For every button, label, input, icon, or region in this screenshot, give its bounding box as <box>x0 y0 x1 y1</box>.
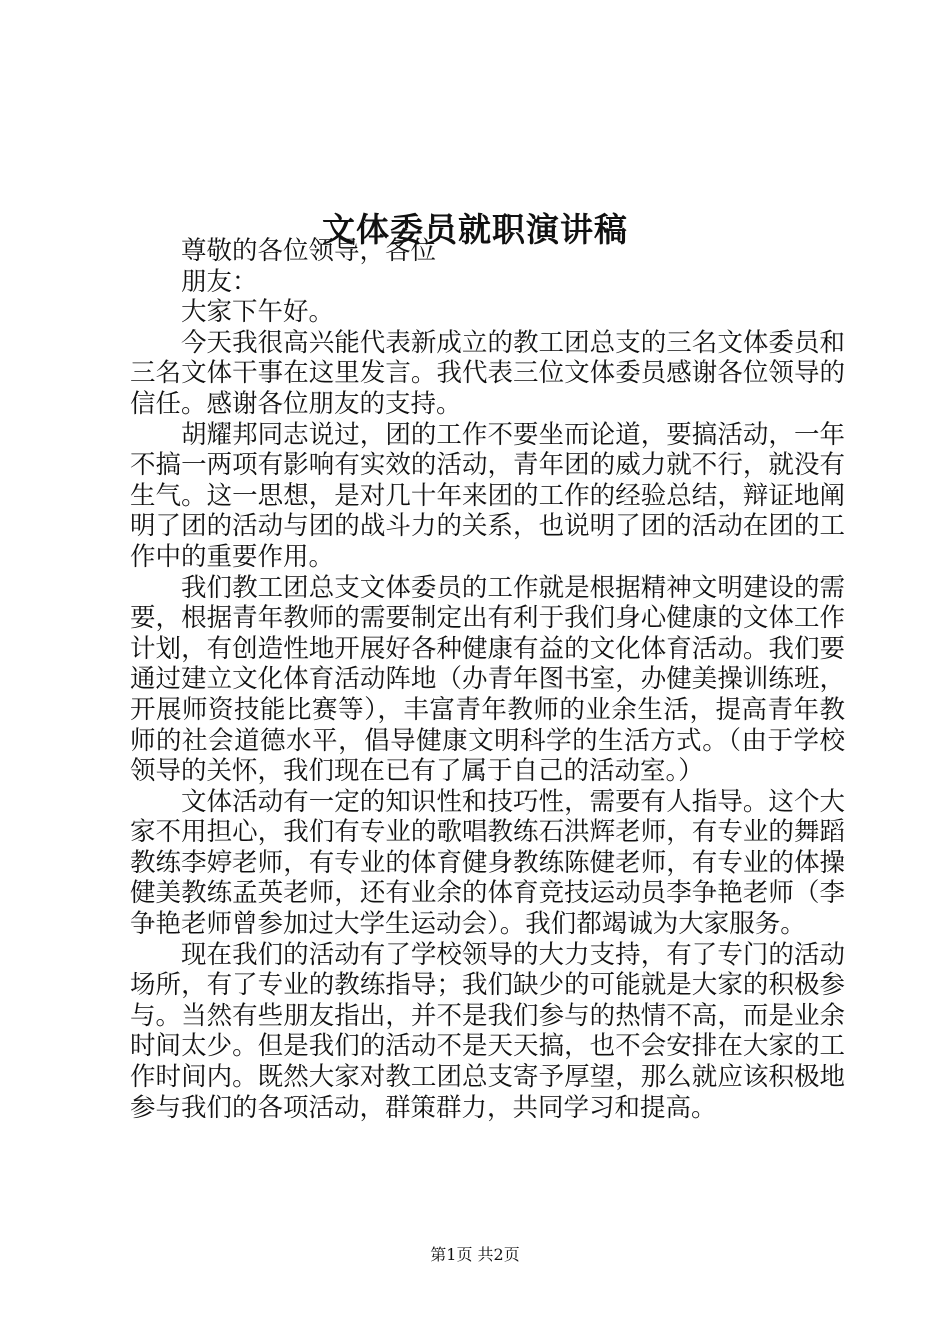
paragraph-salutation-1: 尊敬的各位领导，各位 <box>181 236 437 266</box>
paragraph-greeting: 大家下午好。 <box>181 297 335 328</box>
paragraph-intro: 今天我很高兴能代表新成立的教工团总支的三名文体委员和三名文体干事在这里发言。我代表三位文体委员感谢各位领导的信任。感谢各位朋友的支持。 <box>130 327 845 419</box>
paragraph-salutation-2: 朋友： <box>181 266 258 297</box>
paragraph-work-plan: 我们教工团总支文体委员的工作就是根据精神文明建设的需要，根据青年教师的需要制定出有利于我们身心健康的文体工作计划，有创造性地开展好各种健康有益的文化体育活动。我们要通过建立文化体育活动阵地（办青年图书室，办健美操训练班，开展师资技能比赛等），丰富青年教师的业余生活，提高青年教师的社会道德水平，倡导健康文明科学的生活方式。（由于学校领导的关怀，我们现在已有了属于自己的活动室。） <box>130 572 845 787</box>
page-number-footer: 第1页 共2页 <box>430 1245 520 1264</box>
paragraph-coaches: 文体活动有一定的知识性和技巧性，需要有人指导。这个大家不用担心，我们有专业的歌唱教练石洪辉老师，有专业的舞蹈教练李婷老师，有专业的体育健身教练陈健老师，有专业的体操健美教练孟英老师，还有业余的体育竞技运动员李争艳老师（李争艳老师曾参加过大学生运动会）。我们都竭诚为大家服务。 <box>130 786 845 940</box>
paragraph-quote: 胡耀邦同志说过，团的工作不要坐而论道，要搞活动，一年不搞一两项有影响有实效的活动，青年团的威力就不行，就没有生气。这一思想，是对几十年来团的工作的经验总结，辩证地阐明了团的活动与团的战斗力的关系，也说明了团的活动在团的工作中的重要作用。 <box>130 419 845 572</box>
document-body <box>130 236 845 1123</box>
page-title: 文体委员就职演讲稿 <box>322 210 628 250</box>
paragraph-participation: 现在我们的活动有了学校领导的大力支持，有了专门的活动场所，有了专业的教练指导；我们缺少的可能就是大家的积极参与。当然有些朋友指出，并不是我们参与的热情不高，而是业余时间太少。但是我们的活动不是天天搞，也不会安排在大家的工作时间内。既然大家对教工团总支寄予厚望，那么就应该积极地参与我们的各项活动，群策群力，共同学习和提高。 <box>130 939 845 1123</box>
